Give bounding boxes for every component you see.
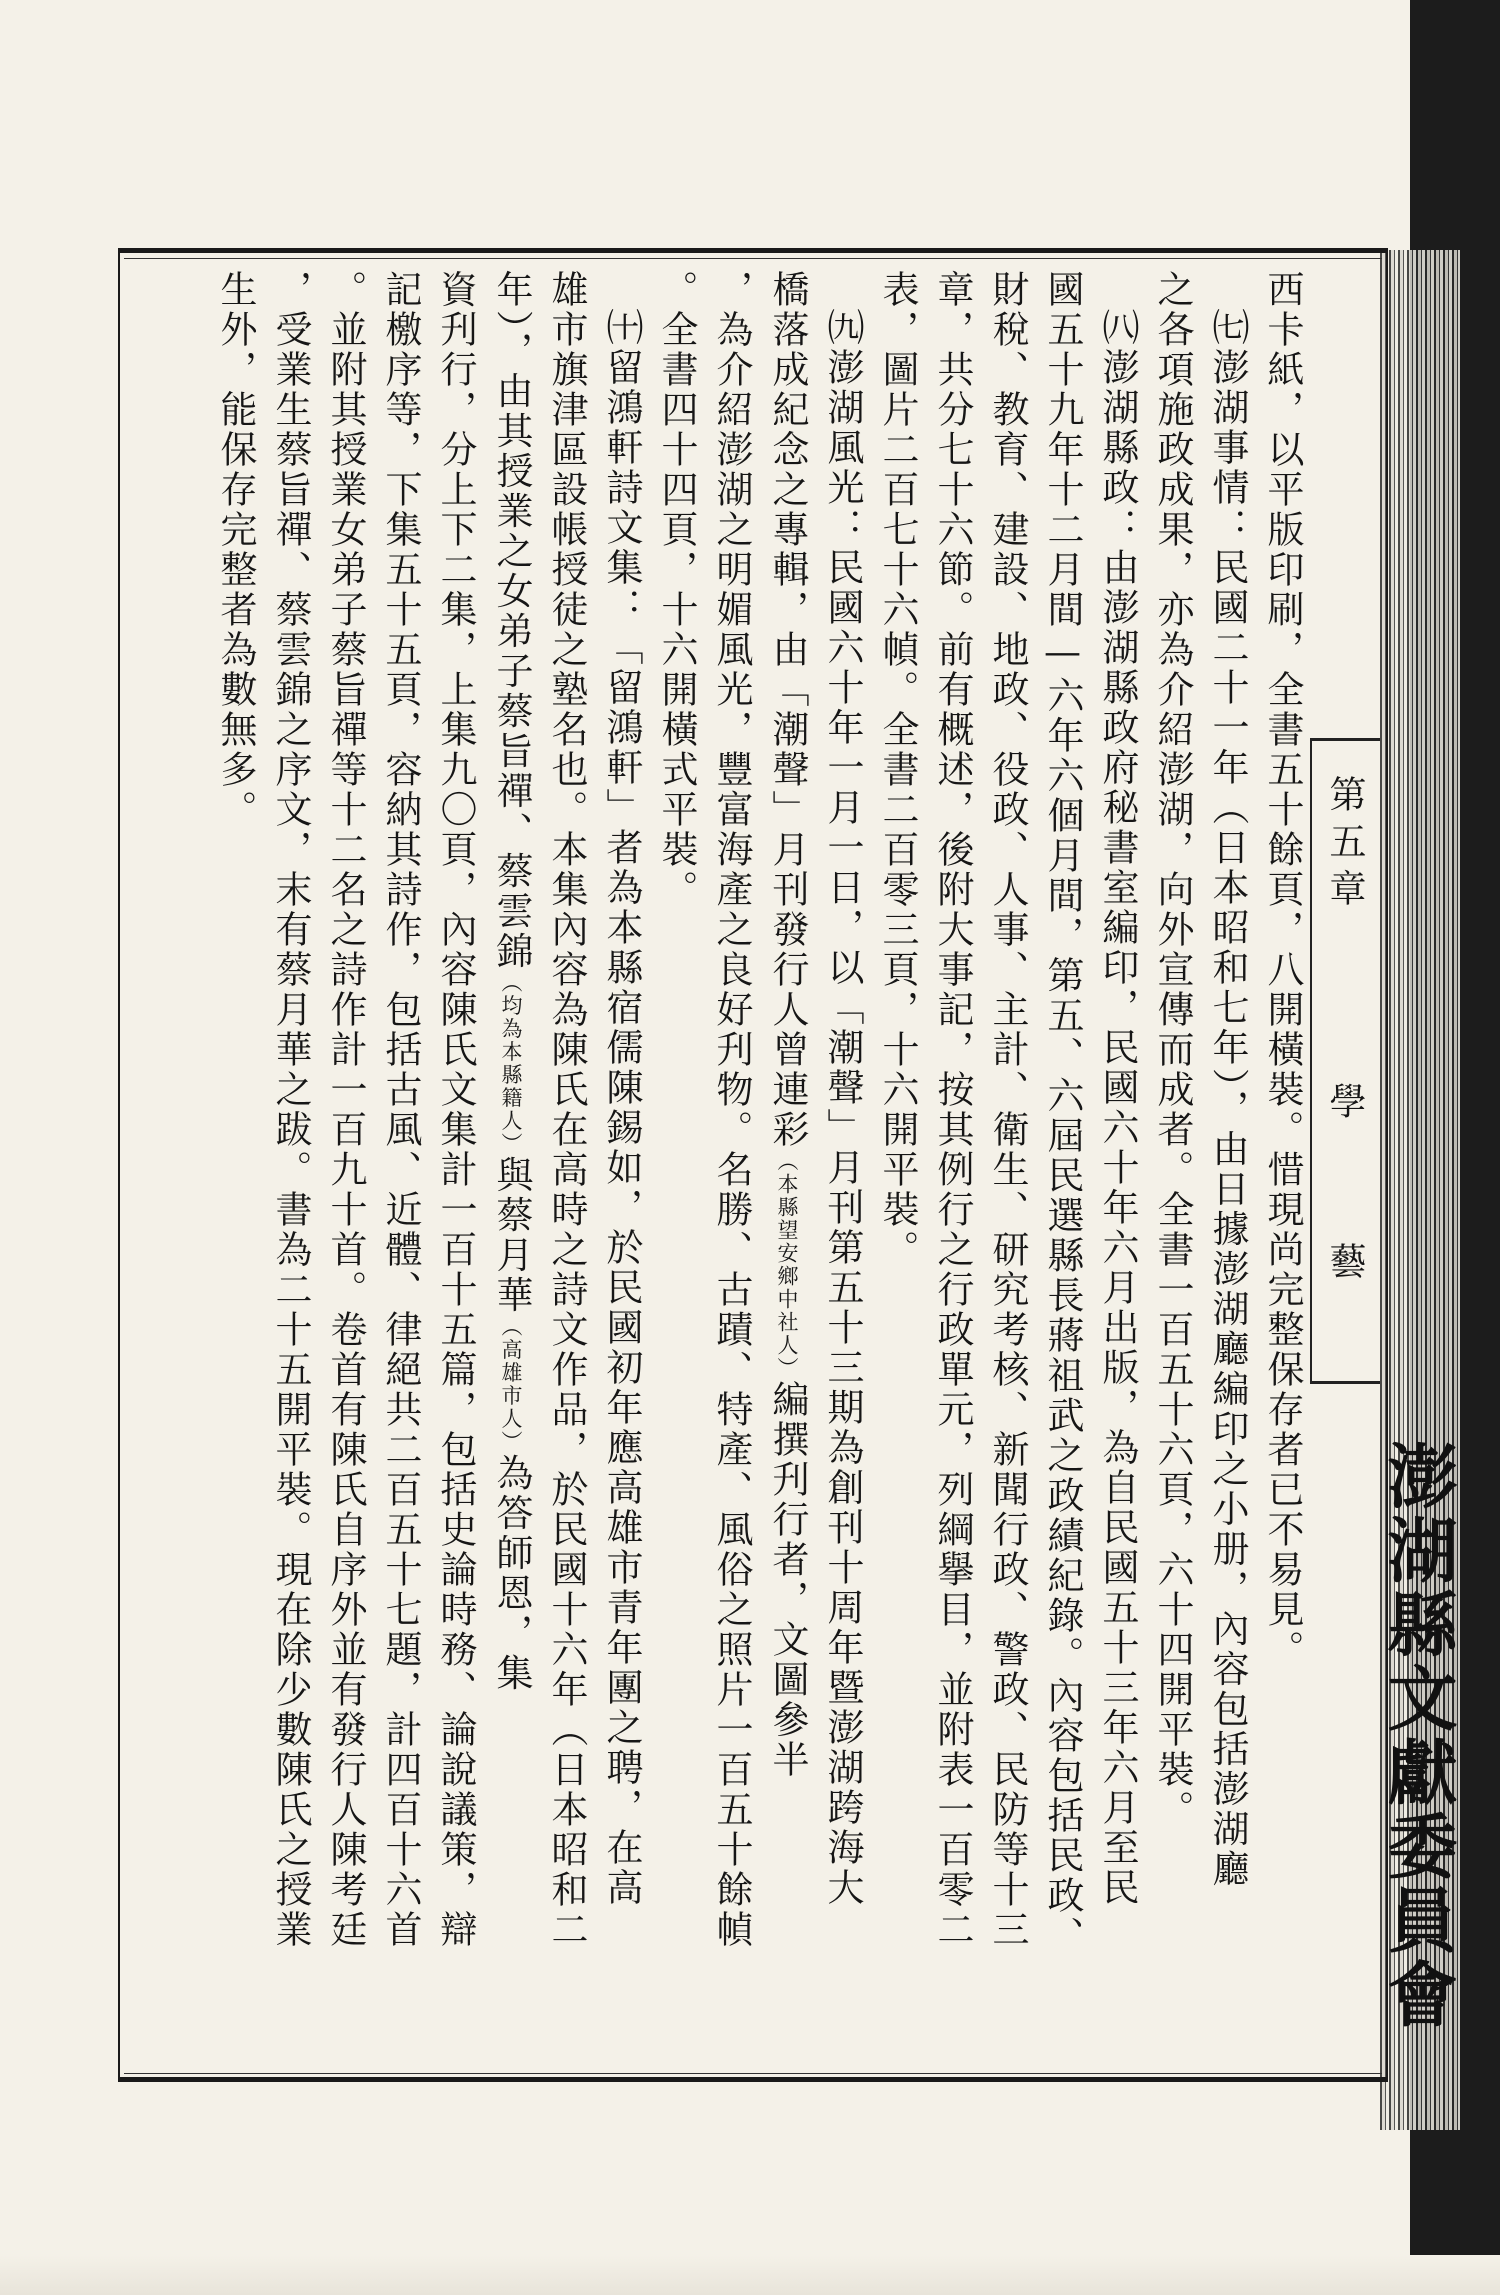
text-column bbox=[483, 270, 539, 2060]
text-column: 表，圖片二百七十六幀。全書二百零三頁，十六開平裝。 bbox=[876, 270, 919, 1270]
text-run: 與蔡月華 bbox=[490, 1155, 533, 1316]
body-text bbox=[150, 270, 1310, 2060]
text-column: 。全書四十四頁，十六開橫式平裝。 bbox=[655, 270, 698, 910]
text-column: 國五十九年十二月間—六年六個月間，第五、六屆民選縣長蔣祖武之政績紀錄。內容包括民政、 bbox=[1041, 270, 1084, 1956]
inline-note: （本縣望安鄉中社人） bbox=[775, 1150, 799, 1380]
text-column: 財稅、教育、建設、地政、役政、人事、主計、衛生、研究考核、新聞行政、警政、民防等十三 bbox=[986, 270, 1029, 1950]
text-column bbox=[759, 270, 815, 2060]
inline-note: （高雄市人） bbox=[499, 1315, 523, 1454]
text-column: 資刋行，分上下二集，上集九〇頁，內容陳氏文集計一百十五篇，包括史論時務、論說議策，辯 bbox=[434, 270, 477, 1950]
text-column: ㈩留鴻軒詩文集：「留鴻軒」者為本縣宿儒陳錫如，於民國初年應高雄市青年團之聘，在高 bbox=[600, 308, 643, 1908]
text-column: ㈨澎湖風光：民國六十年一月一日，以「潮聲」月刊第五十三期為創刊十周年暨澎湖跨海大 bbox=[821, 308, 864, 1908]
publisher-spine: 澎湖縣文獻委員會 bbox=[1376, 1440, 1459, 2032]
text-column: ，為介紹澎湖之明媚風光，豐富海產之良好刋物。名勝、古蹟、特產、風俗之照片一百五十餘幀 bbox=[710, 270, 753, 1950]
text-column: ㈧澎湖縣政：由澎湖縣政府秘書室編印，民國六十年六月出版，為自民國五十三年六月至民 bbox=[1096, 308, 1139, 1908]
text-column: ，受業生蔡旨禪、蔡雲錦之序文，末有蔡月華之跋。書為二十五開平裝。現在除少數陳氏之授業 bbox=[269, 270, 312, 1950]
chapter-label: 第五章 bbox=[1323, 775, 1366, 916]
text-column: 記檄序等，下集五十五頁，容納其詩作，包括古風、近體、律絕共二百五十七題，計四百十六首 bbox=[379, 270, 422, 1950]
chapter-heading bbox=[1318, 775, 1370, 1335]
text-column: 章，共分七十六節。前有概述，後附大事記，按其例行之行政單元，列綱擧目，並附表一百零二 bbox=[931, 270, 974, 1950]
text-column: ㈦澎湖事情：民國二十一年（日本昭和七年），由日據澎湖廳編印之小册，內容包括澎湖廳 bbox=[1206, 308, 1249, 1890]
section-label: 學 藝 bbox=[1323, 1082, 1366, 1319]
scan-bottom-edge bbox=[0, 2255, 1500, 2295]
text-run: 年），由其授業之女弟子蔡旨禪、蔡雲錦 bbox=[490, 270, 533, 972]
text-run: 為答師恩，集 bbox=[490, 1453, 533, 1694]
text-column: 雄市旗津區設帳授徒之塾名也。本集內容為陳氏在高時之詩文作品，於民國十六年（日本昭和二 bbox=[545, 270, 588, 1950]
text-run: 編撰刋行者，文圖參半 bbox=[766, 1380, 809, 1780]
text-run: 橋落成紀念之專輯，由「潮聲」月刊發行人曾連彩 bbox=[766, 270, 809, 1150]
inline-note: （均為本縣籍人） bbox=[499, 971, 523, 1156]
text-column: 之各項施政成果，亦為介紹澎湖，向外宣傳而成者。全書一百五十六頁，六十四開平裝。 bbox=[1151, 270, 1194, 1830]
text-column: 生外，能保存完整者為數無多。 bbox=[214, 270, 257, 830]
text-column: 。並附其授業女弟子蔡旨禪等十二名之詩作計一百九十首。卷首有陳氏自序外並有發行人陳考廷 bbox=[324, 270, 367, 1950]
text-column: 西卡紙，以平版印刷，全書五十餘頁，八開橫裝。惜現尚完整保存者已不易見。 bbox=[1261, 270, 1304, 1670]
